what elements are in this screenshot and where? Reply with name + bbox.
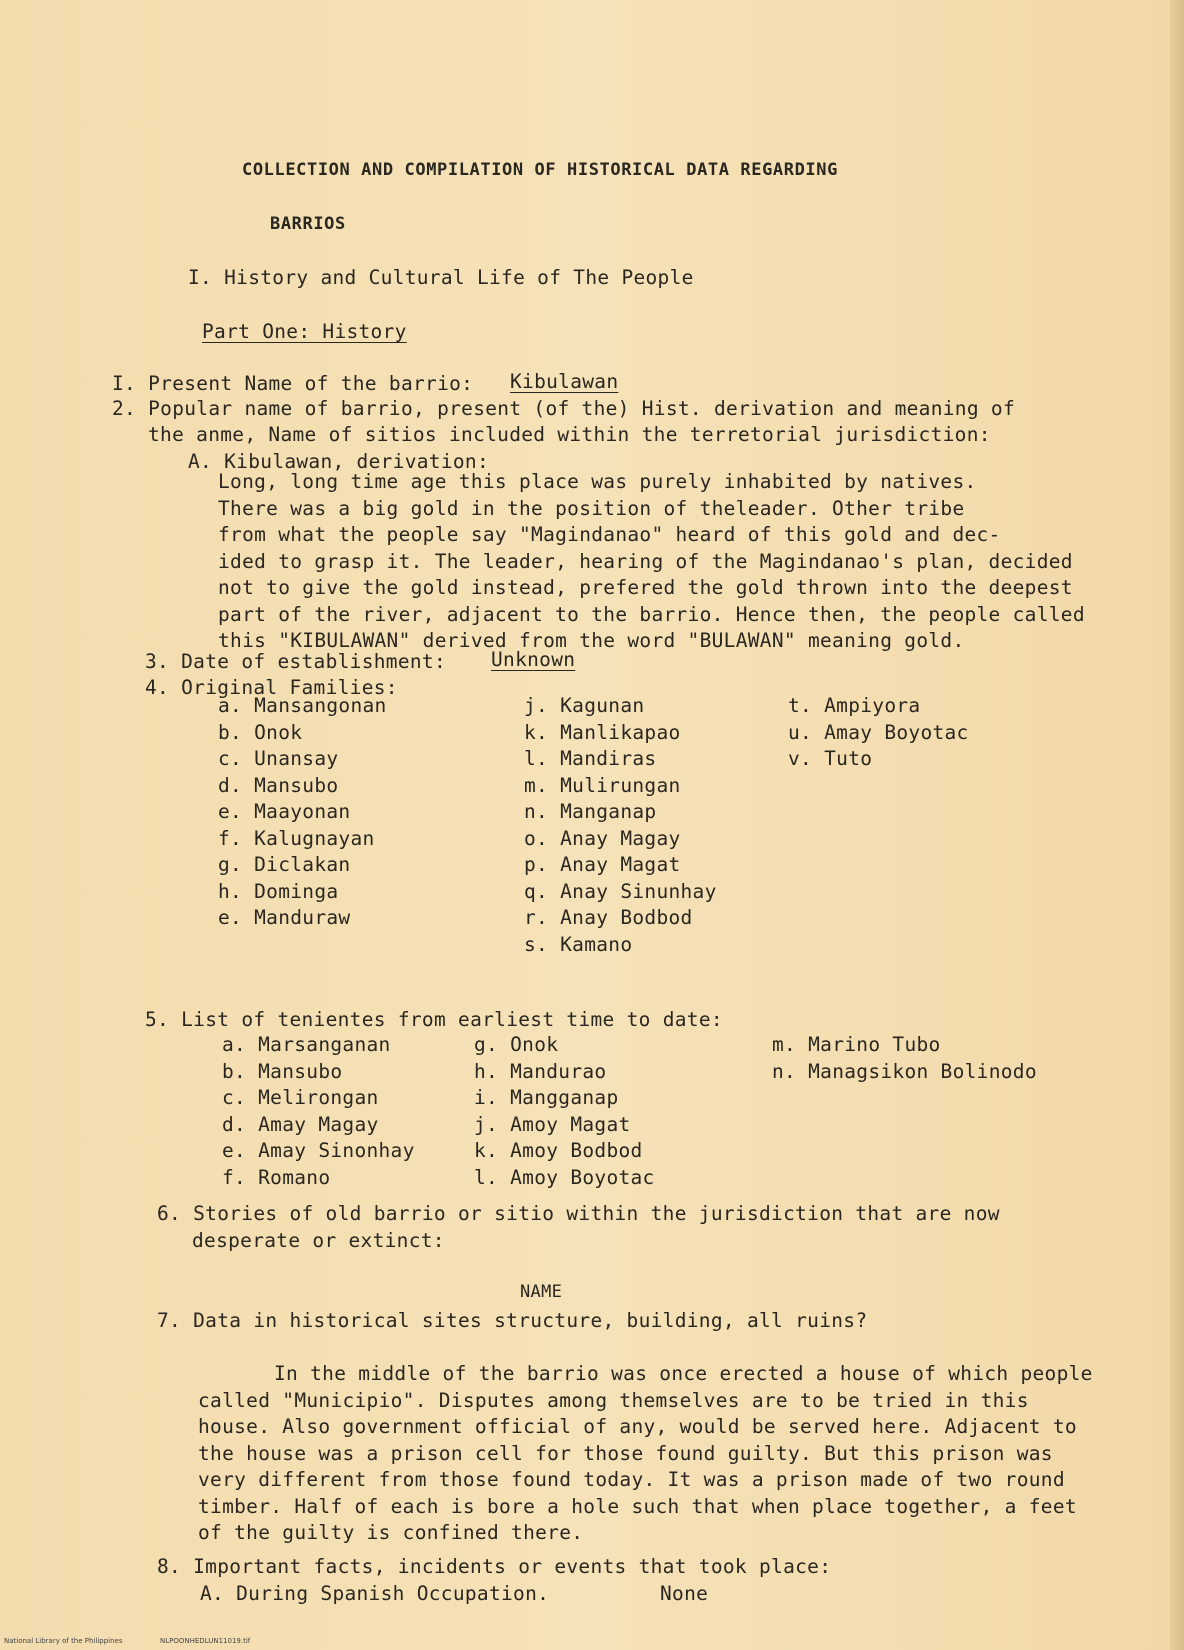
q2-story xyxy=(218,469,1085,655)
paragraph-line: of the guilty is confined there. xyxy=(198,1521,584,1544)
q8-sub-a-value: None xyxy=(660,1582,709,1605)
q2-line1: 2. Popular name of barrio, present (of the) Hist. derivation and meaning of xyxy=(112,397,1015,420)
list-item: l. Mandiras xyxy=(524,747,657,770)
list-item: r. Anay Bodbod xyxy=(524,906,693,929)
list-item: f. Romano xyxy=(222,1165,331,1189)
list-item: n. Managsikon Bolinodo xyxy=(772,1059,1037,1083)
document-title: COLLECTION AND COMPILATION OF HISTORICAL DATA REGARDING xyxy=(242,160,838,180)
list-item: u. Amay Boyotac xyxy=(788,720,969,744)
q8-label: 8. Important facts, incidents or events that took place: xyxy=(157,1555,832,1578)
paragraph-line: called "Municipio". Disputes among themselves are to be tried in this xyxy=(198,1388,1029,1412)
section-heading: I. History and Cultural Life of The People xyxy=(188,266,694,289)
list-item: d. Amay Magay xyxy=(222,1112,379,1136)
list-item: m. Mulirungan xyxy=(524,773,681,797)
part-heading: Part One: History xyxy=(202,320,407,343)
tenientes-col3 xyxy=(772,1032,1037,1085)
q8-sub-a: A. During Spanish Occupation. xyxy=(200,1582,550,1605)
footer-file: NLPOONHEDLUN11019.tif xyxy=(160,1637,251,1645)
q7-paragraph xyxy=(198,1361,1093,1547)
list-item: k. Manlikapao xyxy=(524,720,681,744)
list-item: c. Melirongan xyxy=(222,1086,379,1109)
q1-value: Kibulawan xyxy=(510,370,619,393)
list-item: g. Onok xyxy=(474,1033,559,1056)
story-line: this "KIBULAWAN" derived from the word "BULAWAN" meaning gold. xyxy=(218,629,965,652)
story-line: Long, long time age this place was purely inhabited by natives. xyxy=(218,470,977,493)
list-item: t. Ampiyora xyxy=(788,694,921,717)
list-item: h. Mandurao xyxy=(474,1059,607,1083)
story-line: ided to grasp it. The leader, hearing of the Magindanao's plan, decided xyxy=(218,549,1073,573)
list-item: b. Mansubo xyxy=(222,1059,343,1083)
q2-sub-a: A. Kibulawan, derivation: xyxy=(188,450,489,473)
q4-label: 4. Original Families: xyxy=(145,676,398,699)
list-item: v. Tuto xyxy=(788,747,873,770)
list-item: c. Unansay xyxy=(218,747,339,770)
story-line: part of the river, adjacent to the barrio. Hence then, the people called xyxy=(218,602,1085,626)
families-col2 xyxy=(524,693,717,958)
list-item: q. Anay Sinunhay xyxy=(524,879,717,903)
list-item: d. Mansubo xyxy=(218,773,339,797)
paragraph-line: In the middle of the barrio was once erected a house of which people xyxy=(274,1362,1093,1385)
list-item: k. Amoy Bodbod xyxy=(474,1139,643,1162)
q7-label: 7. Data in historical sites structure, building, all ruins? xyxy=(157,1309,868,1332)
story-line: from what the people say "Magindanao" heard of this gold and dec- xyxy=(218,523,1001,546)
paragraph-line: very different from those found today. It was a prison made of two round xyxy=(198,1468,1065,1491)
list-item: f. Kalugnayan xyxy=(218,826,375,850)
list-item: a. Marsanganan xyxy=(222,1033,391,1056)
list-item: h. Dominga xyxy=(218,879,339,903)
paragraph-line: house. Also government official of any, would be served here. Adjacent to xyxy=(198,1415,1077,1438)
list-item: j. Amoy Magat xyxy=(474,1112,631,1136)
q3-label: 3. Date of establishment: xyxy=(145,650,446,673)
q6-line2: desperate or extinct: xyxy=(192,1229,445,1252)
q2-line2: the anme, Name of sitios included within the terretorial jurisdiction: xyxy=(148,423,991,446)
q5-label: 5. List of tenientes from earliest time to date: xyxy=(145,1008,723,1031)
q1-label: I. Present Name of the barrio: xyxy=(112,372,474,395)
q3-value: Unknown xyxy=(491,648,576,671)
list-item: e. Maayonan xyxy=(218,800,351,823)
paragraph-line: the house was a prison cell for those found guilty. But this prison was xyxy=(198,1441,1053,1465)
tenientes-col1 xyxy=(222,1032,415,1191)
list-item: a. Mansangonan xyxy=(218,694,387,717)
story-line: There was a big gold in the position of theleader. Other tribe xyxy=(218,496,965,520)
q6-name: NAME xyxy=(520,1282,563,1302)
story-line: not to give the gold instead, prefered the gold thrown into the deepest xyxy=(218,576,1073,599)
families-col1 xyxy=(218,693,387,932)
list-item: n. Manganap xyxy=(524,800,657,823)
list-item: m. Marino Tubo xyxy=(772,1033,941,1056)
list-item: i. Mangganap xyxy=(474,1086,619,1109)
list-item: o. Anay Magay xyxy=(524,826,681,850)
list-item: g. Diclakan xyxy=(218,853,351,876)
document-subtitle: BARRIOS xyxy=(270,214,346,234)
list-item: p. Anay Magat xyxy=(524,853,681,876)
list-item: b. Onok xyxy=(218,720,303,744)
tenientes-col2 xyxy=(474,1032,655,1191)
list-item: s. Kamano xyxy=(524,932,633,956)
families-col3 xyxy=(788,693,969,773)
paragraph-line: timber. Half of each is bore a hole such that when place together, a feet xyxy=(198,1494,1077,1518)
list-item: j. Kagunan xyxy=(524,694,645,717)
page-edge xyxy=(1170,0,1184,1650)
footer-library: National Library of the Philippines xyxy=(4,1637,123,1645)
q6-line1: 6. Stories of old barrio or sitio within the jurisdiction that are now xyxy=(157,1202,1000,1225)
list-item: e. Manduraw xyxy=(218,906,351,929)
list-item: l. Amoy Boyotac xyxy=(474,1165,655,1189)
list-item: e. Amay Sinonhay xyxy=(222,1139,415,1162)
